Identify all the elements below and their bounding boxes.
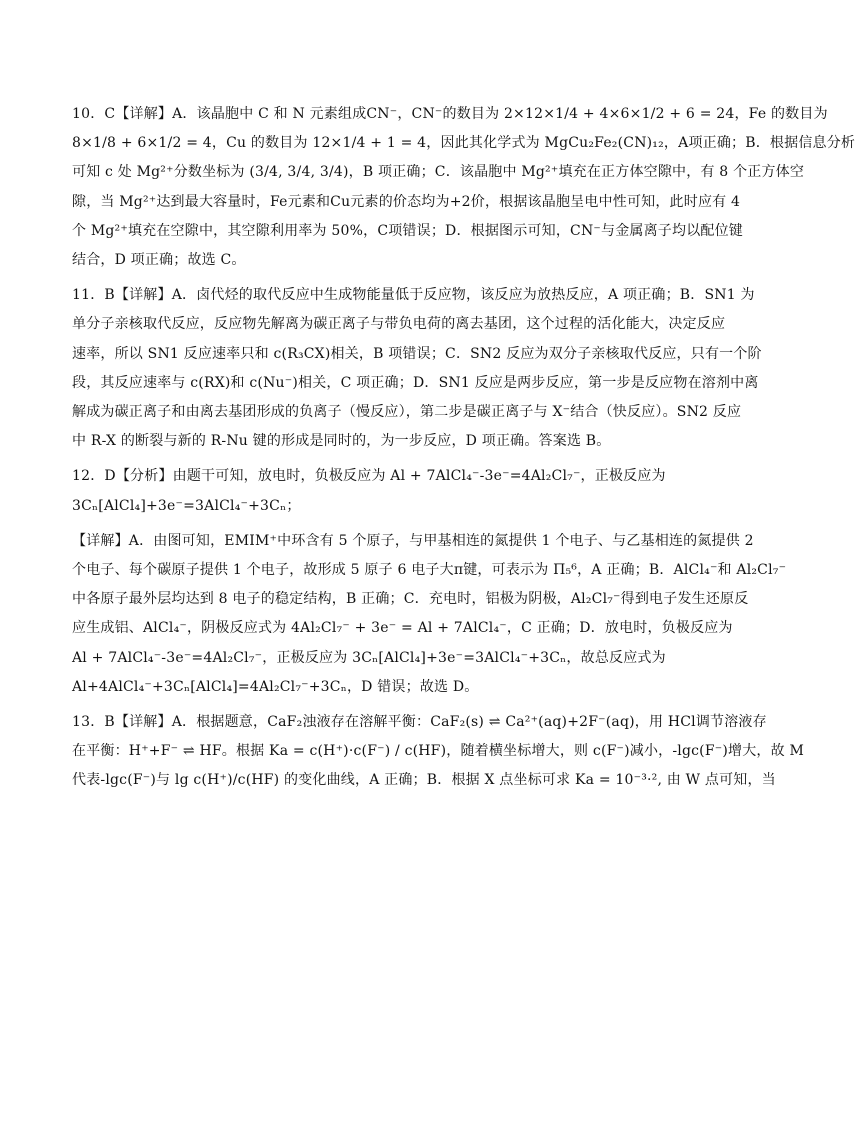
text-line: 可知 c 处 Mg²⁺分数坐标为 (3/4, 3/4, 3/4)，B 项正确；C．该晶胞中 Mg²⁺填充在正方体空隙中，有 8 个正方体空 <box>72 164 805 181</box>
answer-11 <box>72 281 762 456</box>
text-line: 隙，当 Mg²⁺达到最大容量时，Fe元素和Cu元素的价态均为+2价，根据该晶胞呈电中性可知，此时应有 4 <box>72 193 741 210</box>
text-line: 个电子、每个碳原子提供 1 个电子，故形成 5 原子 6 电子大π键，可表示为 Π₅⁶，A 正确；B．AlCl₄⁻和 Al₂Cl₇⁻ <box>72 562 787 579</box>
text-line: 代表-lgc(F⁻)与 lg c(H⁺)/c(HF) 的变化曲线，A 正确；B．根据 X 点坐标可求 Ka = 10⁻³·², 由 W 点可知，当 <box>72 772 776 789</box>
text-line: Al + 7AlCl₄⁻-3e⁻=4Al₂Cl₇⁻，正极反应为 3Cₙ[AlCl₄]+3e⁻=3AlCl₄⁻+3Cₙ，故总反应式为 <box>72 649 666 666</box>
text-line: 10．C【详解】A．该晶胞中 C 和 N 元素组成CN⁻，CN⁻的数目为 2×12×1/4 + 4×6×1/2 + 6 = 24，Fe 的数目为 <box>72 106 828 122</box>
text-line: 【详解】A．由图可知，EMIM⁺中环含有 5 个原子，与甲基相连的氮提供 1 个电子、与乙基相连的氮提供 2 <box>72 532 754 549</box>
text-line: 解成为碳正离子和由离去基团形成的负离子（慢反应），第二步是碳正离子与 X⁻结合（快反应）。SN2 反应 <box>72 404 742 421</box>
text-line: 8×1/8 + 6×1/2 = 4，Cu 的数目为 12×1/4 + 1 = 4，因此其化学式为 MgCu₂Fe₂(CN)₁₂，A项正确；B．根据信息分析 <box>72 135 855 152</box>
answer-10 <box>72 100 855 275</box>
text-line: 11．B【详解】A．卤代烃的取代反应中生成物能量低于反应物，该反应为放热反应，A 项正确；B．SN1 为 <box>72 287 755 304</box>
text-line: 中各原子最外层均达到 8 电子的稳定结构，B 正确；C．充电时，铝极为阴极，Al₂Cl₇⁻得到电子发生还原反 <box>72 591 749 608</box>
text-line: 个 Mg²⁺填充在空隙中，其空隙利用率为 50%，C项错误；D．根据图示可知，CN⁻与金属离子均以配位键 <box>72 222 744 239</box>
text-line: 速率，所以 SN1 反应速率只和 c(R₃CX)相关，B 项错误；C．SN2 反应为双分子亲核取代反应，只有一个阶 <box>72 345 762 362</box>
answer-12-detail <box>72 527 787 702</box>
text-line: 单分子亲核取代反应，反应物先解离为碳正离子与带负电荷的离去基团，这个过程的活化能大，决定反应 <box>72 316 726 333</box>
text-line: 应生成铝、AlCl₄⁻，阴极反应式为 4Al₂Cl₇⁻ + 3e⁻ = Al + 7AlCl₄⁻，C 正确；D．放电时，负极反应为 <box>72 620 733 637</box>
answer-13 <box>72 708 804 796</box>
text-line: 12．D【分析】由题干可知，放电时，负极反应为 Al + 7AlCl₄⁻-3e⁻=4Al₂Cl₇⁻，正极反应为 <box>72 468 666 485</box>
answer-explanations <box>72 100 855 802</box>
answer-12-analysis <box>72 462 724 520</box>
text-line: 段，其反应速率与 c(RX)和 c(Nu⁻)相关，C 项正确；D．SN1 反应是两步反应，第一步是反应物在溶剂中离 <box>72 374 759 391</box>
text-line: 13．B【详解】A．根据题意，CaF₂浊液存在溶解平衡：CaF₂(s) ⇌ Ca²⁺(aq)+2F⁻(aq)，用 HCl调节溶液存 <box>72 714 767 731</box>
text-line: 中 R-X 的断裂与新的 R-Nu 键的形成是同时的，为一步反应，D 项正确。答案选 B。 <box>72 433 611 450</box>
text-line: 3Cₙ[AlCl₄]+3e⁻=3AlCl₄⁻+3Cₙ； <box>72 497 301 514</box>
text-line: 结合，D 项正确；故选 C。 <box>72 252 246 269</box>
text-line: Al+4AlCl₄⁻+3Cₙ[AlCl₄]=4Al₂Cl₇⁻+3Cₙ，D 错误；故选 D。 <box>72 678 479 695</box>
text-line: 在平衡：H⁺+F⁻ ⇌ HF。根据 Ka = c(H⁺)·c(F⁻) / c(HF)，随着横坐标增大，则 c(F⁻)减小，-lgc(F⁻)增大，故 M <box>72 743 804 760</box>
